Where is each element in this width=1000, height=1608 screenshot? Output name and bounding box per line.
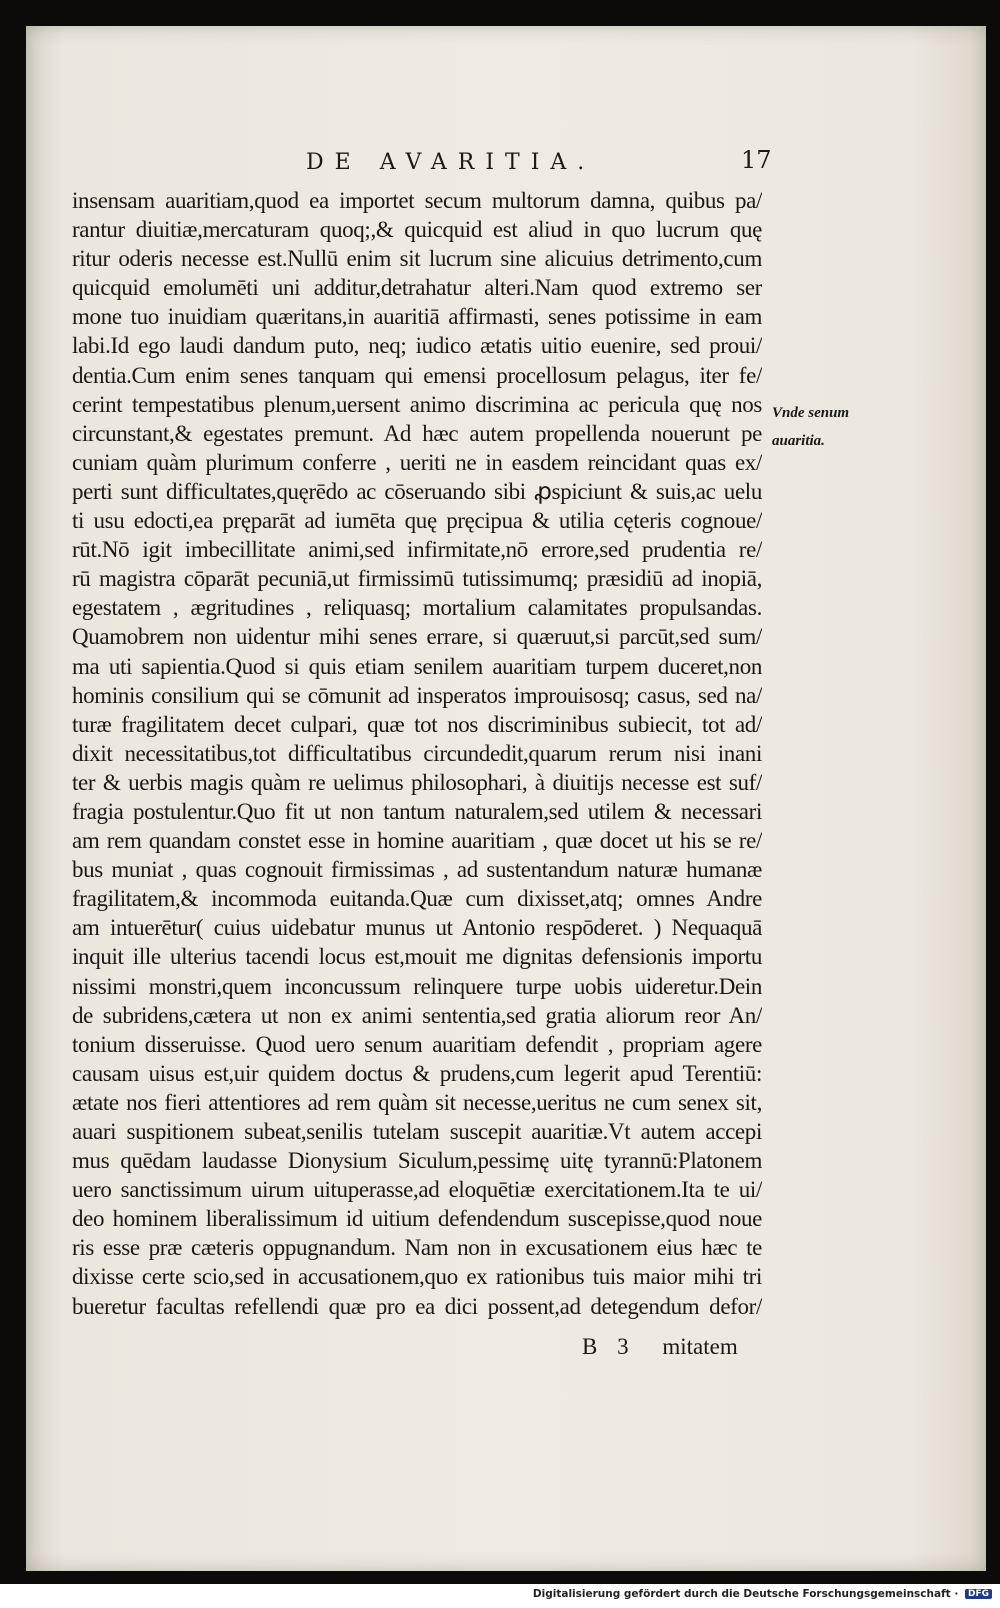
text-line: dixit necessitatibus,tot difficultatibus circundedit,quarum rerum nisi inani: [72, 740, 762, 766]
running-head: DE AVARITIA.: [306, 150, 596, 175]
text-line: cerint tempestatibus plenum,uersent animo discrimina ac pericula quę nos: [72, 391, 762, 417]
digitization-credit: [533, 1588, 992, 1600]
text-line: ter & uerbis magis quàm re uelimus philosophari, à diuitijs necesse est suf/: [72, 769, 762, 795]
marginal-note: [772, 399, 872, 455]
text-line: mus quēdam laudasse Dionysium Siculum,pessimę uitę tyrannū:Platonem: [72, 1148, 762, 1174]
page-number: 17: [741, 146, 772, 174]
catchword-line: [582, 1334, 738, 1360]
text-line: cuniam quàm plurimum conferre , ueriti ne in easdem reincidant quas ex/: [72, 449, 762, 475]
text-line: turæ fragilitatem decet culpari, quæ tot nos discriminibus subiecit, tot ad/: [72, 711, 762, 737]
text-line: labi.Id ego laudi dandum puto, neq; iudico ætatis uitio euenire, sed proui/: [72, 333, 762, 359]
text-line: dentia.Cum enim senes tanquam qui emensi procellosum pelagus, iter fe/: [72, 362, 762, 388]
catchword: mitatem: [662, 1334, 738, 1359]
marginal-note-line: Vnde senum: [772, 405, 850, 421]
text-line: inquit ille ulterius tacendi locus est,mouit me dignitas defensionis importu: [72, 944, 762, 970]
text-line: bus muniat , quas cognouit firmissimas , ad sustentandum naturæ humanæ: [72, 857, 762, 883]
signature-mark: B: [582, 1334, 598, 1359]
text-line: ris esse præ cæteris oppugnandum. Nam non in excusationem eius hæc te: [72, 1235, 762, 1261]
text-line: rū magistra cōparāt pecuniā,ut firmissimū tutissimumq; præsidiū ad inopiā,: [72, 566, 762, 592]
text-line: ritur oderis necesse est.Nullū enim sit lucrum sine alicuius detrimento,cum: [72, 246, 762, 272]
text-line: rantur diuitiæ,mercaturam quoq;,& quicquid est aliud in quo lucrum quę: [72, 217, 762, 243]
dfg-logo: DFG: [965, 1589, 992, 1599]
text-line: fragilitatem,& incommoda euitanda.Quæ cum dixisset,atq; omnes Andre: [72, 886, 762, 912]
text-line: ma uti sapientia.Quod si quis etiam senilem auaritiam turpem duceret,non: [72, 653, 762, 679]
book-page: [26, 26, 986, 1571]
text-line: nissimi monstri,quem inconcussum relinquere turpe uobis uideretur.Dein: [72, 973, 762, 999]
text-line: perti sunt difficultates,quęrēdo ac cōseruando sibi ꝓspiciunt & suis,ac uelu: [72, 478, 762, 504]
text-line: rūt.Nō igit imbecillitate animi,sed infirmitate,nō errore,sed prudentia re/: [72, 537, 762, 563]
text-line: deo hominem liberalissimum id uitium defendendum suscepisse,quod noue: [72, 1206, 762, 1232]
text-line: am rem quandam constet esse in homine auaritiam , quæ docet ut his se re/: [72, 828, 762, 854]
text-line: Quamobrem non uidentur mihi senes errare, si quæruut,si parcūt,sed sum/: [72, 624, 762, 650]
text-line: de subridens,cætera ut non ex animi sententia,sed gratia aliorum reor An/: [72, 1002, 762, 1028]
signature-number: 3: [617, 1334, 629, 1359]
text-line: dixisse certe scio,sed in accusationem,quo ex rationibus tuis maior mihi tri: [72, 1264, 762, 1290]
text-line: hominis consilium qui se cōmunit ad insperatos improuisosq; casus, sed na/: [72, 682, 762, 708]
text-line: uero sanctissimum uirum uituperasse,ad eloquētiæ exercitationem.Ita te ui/: [72, 1177, 762, 1203]
text-line: bueretur facultas refellendi quæ pro ea dici possent,ad detegendum defor/: [72, 1293, 762, 1319]
text-line: ætate nos fieri attentiores ad rem quàm sit necesse,ueritus ne cum senex sit,: [72, 1089, 762, 1115]
credit-text: Digitalisierung gefördert durch die Deutsche Forschungsgemeinschaft ·: [532, 1588, 959, 1600]
text-line: auari suspitionem subeat,senilis tutelam suscepit auaritiæ.Vt autem accepi: [72, 1119, 762, 1144]
text-line: ti usu edocti,ea pręparāt ad iumēta quę pręcipua & utilia cęteris cognoue/: [72, 508, 762, 534]
text-line: egestatem , ægritudines , reliquasq; mortalium calamitates propulsandas.: [72, 595, 762, 621]
text-line: causam uisus est,uir quidem doctus & prudens,cum legerit apud Terentiū:: [72, 1060, 762, 1086]
text-line: am intuerētur( cuius uidebatur munus ut Antonio respōderet. ) Nequaquā: [72, 915, 762, 941]
text-line: fragia postulentur.Quo fit ut non tantum naturalem,sed utilem & necessari: [72, 798, 762, 824]
text-line: tonium disseruisse. Quod uero senum auaritiam defendit , propriam agere: [72, 1031, 762, 1057]
text-line: quicquid emolumēti uni additur,detrahatur alteri.Nam quod extremo ser: [72, 275, 762, 301]
marginal-note-line: auaritia.: [772, 433, 825, 449]
text-line: insensam auaritiam,quod ea importet secum multorum damna, quibus pa/: [72, 188, 762, 213]
body-text: [72, 186, 762, 1321]
text-line: mone tuo inuidiam quæritans,in auaritiā affirmasti, senes potissime in eam: [72, 304, 762, 330]
text-line: circunstant,& egestates premunt. Ad hæc autem propellenda nouerunt pe: [72, 420, 762, 446]
